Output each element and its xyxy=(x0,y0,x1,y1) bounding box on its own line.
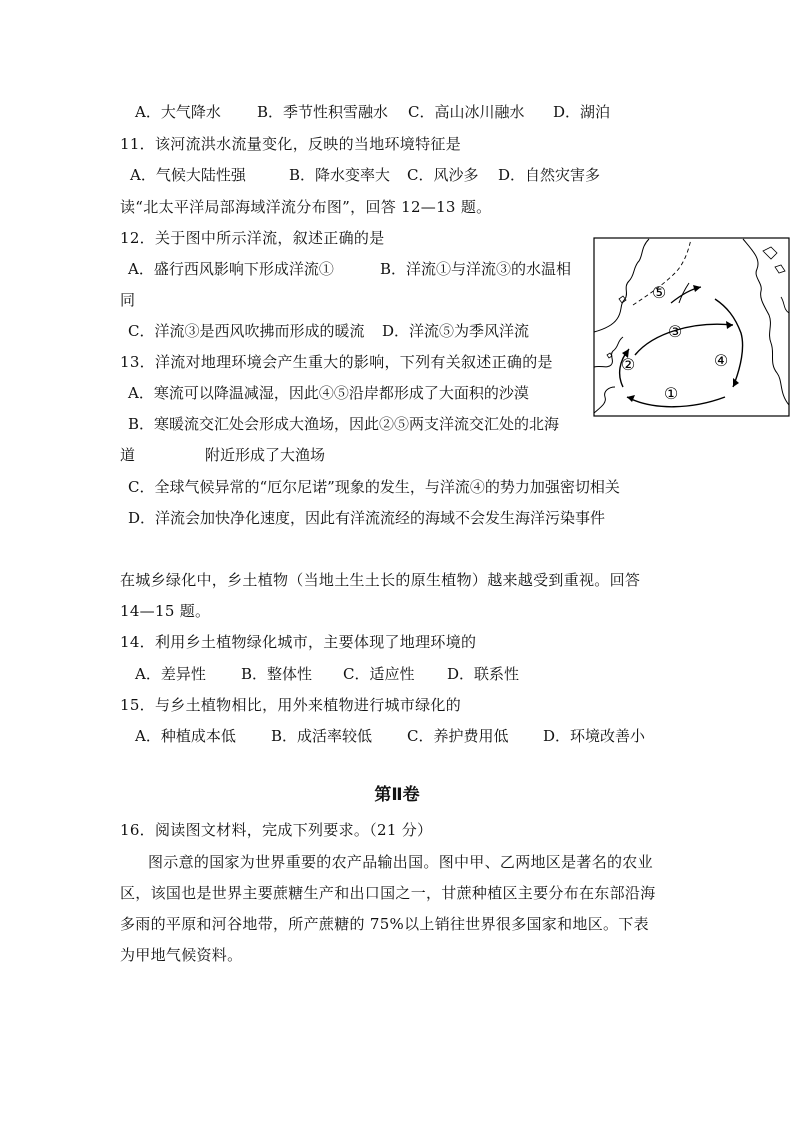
q12-option-c: C．洋流③是西风吹拂而形成的暖流 xyxy=(128,322,365,340)
q14-option-a: A．差异性 xyxy=(135,665,206,683)
marker-5: ⑤ xyxy=(651,283,667,302)
q12-option-a: A．盛行西风影响下形成洋流① xyxy=(128,260,334,278)
q13-option-b-cont-a: 道 xyxy=(120,446,136,464)
section-title: 第Ⅱ卷 xyxy=(374,785,420,805)
q16-stem: 16．阅读图文材料，完成下列要求。（21 分） xyxy=(120,821,433,839)
q15-stem: 15．与乡土植物相比，用外来植物进行城市绿化的 xyxy=(120,696,461,714)
q10-option-c: C．高山冰川融水 xyxy=(408,103,525,121)
marker-3: ③ xyxy=(667,322,683,341)
q11-stem: 11．该河流洪水流量变化，反映的当地环境特征是 xyxy=(120,135,461,153)
q14-option-c: C．适应性 xyxy=(343,665,415,683)
ocean-current-map xyxy=(593,237,790,417)
q11-option-d: D．自然灾害多 xyxy=(498,166,601,184)
marker-2: ② xyxy=(620,355,636,374)
q13-option-b-cont-b: 附近形成了大渔场 xyxy=(205,446,326,464)
q14-stem: 14．利用乡土植物绿化城市，主要体现了地理环境的 xyxy=(120,633,477,651)
q12-option-b-cont: 同 xyxy=(120,291,136,309)
q15-option-a: A．种植成本低 xyxy=(135,727,236,745)
q13-option-b: B．寒暖流交汇处会形成大渔场，因此②⑤两支洋流交汇处的北海 xyxy=(128,415,560,433)
q16-para-line4: 为甲地气候资料。 xyxy=(120,946,243,964)
q11-option-a: A．气候大陆性强 xyxy=(130,166,246,184)
marker-4: ④ xyxy=(713,351,729,370)
q10-option-b: B．季节性积雪融水 xyxy=(257,103,389,121)
intro-12-13: 读“北太平洋局部海域洋流分布图”，回答 12—13 题。 xyxy=(120,198,492,216)
q16-para-line1: 图示意的国家为世界重要的农产品输出国。图中甲、乙两地区是著名的农业 xyxy=(148,853,653,871)
q15-option-c: C．养护费用低 xyxy=(407,727,509,745)
q15-option-d: D．环境改善小 xyxy=(543,727,646,745)
q14-option-d: D．联系性 xyxy=(447,665,520,683)
q13-stem: 13．洋流对地理环境会产生重大的影响，下列有关叙述正确的是 xyxy=(120,353,553,371)
q12-option-d: D．洋流⑤为季风洋流 xyxy=(382,322,530,340)
ocean-current-map-svg xyxy=(593,237,790,417)
q13-option-c: C．全球气候异常的“厄尔尼诺”现象的发生，与洋流④的势力加强密切相关 xyxy=(128,478,620,496)
q11-option-c: C．风沙多 xyxy=(407,166,479,184)
q12-stem: 12．关于图中所示洋流，叙述正确的是 xyxy=(120,229,385,247)
q14-option-b: B．整体性 xyxy=(241,665,313,683)
q13-option-a: A．寒流可以降温减湿，因此④⑤沿岸都形成了大面积的沙漠 xyxy=(128,384,529,402)
q13-option-d: D．洋流会加快净化速度，因此有洋流流经的海域不会发生海洋污染事件 xyxy=(128,509,606,527)
q16-para-line3: 多雨的平原和河谷地带，所产蔗糖的 75%以上销往世界很多国家和地区。下表 xyxy=(120,915,649,933)
q10-option-a: A．大气降水 xyxy=(135,103,221,121)
intro-14-15-line1: 在城乡绿化中，乡土植物（当地土生土长的原生植物）越来越受到重视。回答 xyxy=(120,571,641,589)
marker-1: ① xyxy=(663,384,679,403)
intro-14-15-line2: 14—15 题。 xyxy=(120,602,211,620)
q16-para-line2: 区，该国也是世界主要蔗糖生产和出口国之一，甘蔗种植区主要分布在东部沿海 xyxy=(120,884,656,902)
q11-option-b: B．降水变率大 xyxy=(289,166,391,184)
q10-option-d: D．湖泊 xyxy=(553,103,611,121)
q12-option-b: B．洋流①与洋流③的水温相 xyxy=(380,260,572,278)
q15-option-b: B．成活率较低 xyxy=(271,727,373,745)
